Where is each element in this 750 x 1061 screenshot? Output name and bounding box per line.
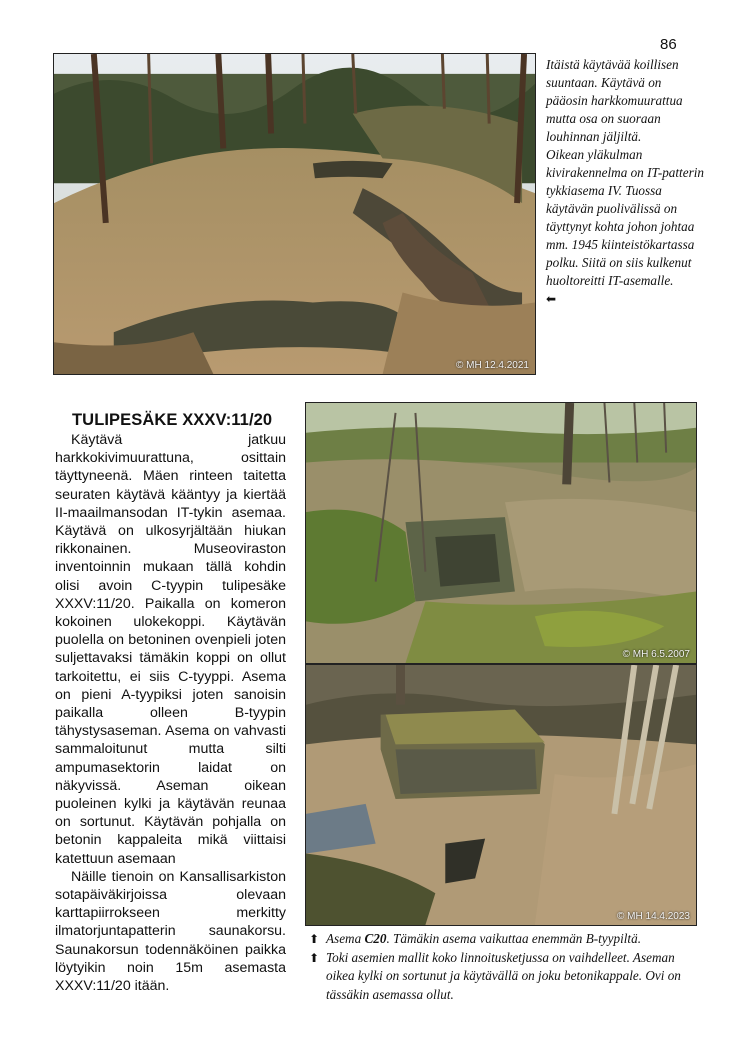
page-number: 86 (660, 36, 677, 53)
bottom-photos-caption (309, 930, 699, 1004)
caption-paragraph: Itäistä käytävää koillisen suuntaan. Käytävä on pääosin harkkomuurattua mutta osa on suoraan louhinnan jäljiltä. (546, 57, 683, 144)
photo-credit: © MH 6.5.2007 (622, 649, 690, 660)
body-text (55, 431, 286, 995)
photo-credit: © MH 14.4.2023 (617, 911, 690, 922)
caption-text: Asema (326, 931, 365, 946)
caption-line (309, 949, 699, 1005)
photo-trench-northeast (53, 53, 536, 375)
position-code: C20 (364, 931, 387, 946)
section-title: TULIPESÄKE XXXV:11/20 (72, 411, 273, 429)
up-arrow-icon: ⬆ (309, 950, 320, 965)
up-arrow-icon: ⬆ (309, 932, 320, 946)
caption-paragraph: Oikean yläkulman kivirakennelma on IT-patterin tykkiasema IV. Tuossa käytävän puolivälissä on täyttynyt kohta johon johtaa mm. 1945 kiinteistökartassa polku. Siitä on siis kulkenut huoltoreitti IT-asemalle. (546, 147, 704, 288)
caption-text: Toki asemien mallit koko linnoitusketjussa on vaihdelleet. Aseman oikea kylki on sortunut ja käytävällä on joku betonikappale. Ovi on tässäkin asemassa ollut. (326, 949, 681, 1002)
body-paragraph: Käytävä jatkuu harkkokivimuurattuna, osittain täyttyneenä. Mäen rinteen taitetta seuraten käytävä kääntyy ja kiertää II-maailmansodan IT-tykin asemaa. Käytävä on ulkosyrjältään hiukan rikkonainen. Museoviraston inventoinnin mukaan tällä kohdin olisi avoin C-tyypin tulipesäke XXXV:11/20. Paikalla on komeron kokoinen ulokekoppi. Käytävän puolella on betoninen ovenpieli joten suljettavaksi tämäkin koppi on ollut tarkoitettu, ei siis C-tyyppi. Asema on pieni A-tyypiksi joten sanoisin paikalla olleen B-tyypin tähystysaseman. Asema on vahvasti sammaloitunut mutta silti ampumasektorin laidat on näkyvissä. Aseman oikean puoleinen kylki ja käytävän reunaa on sortunut. Käytävän pohjalla on betonin kappaleita mikä viittaisi katettuun asemaan (55, 432, 286, 867)
body-paragraph: Näille tienoin on Kansallisarkiston sotapäiväkirjoissa olevaan karttapiirrokseen merkitty ilmatorjuntapatterin saunakorsu. Saunakorsun todennäköinen paikka löytyikin noin 15m asemasta XXXV:11/20 itään. (55, 868, 286, 995)
photo-position-2007 (305, 402, 697, 664)
photo-position-2023 (305, 664, 697, 926)
caption-line (309, 930, 699, 949)
photo-credit: © MH 12.4.2021 (456, 360, 529, 371)
left-arrow-icon: ⬅ (546, 292, 557, 306)
caption-text: . Tämäkin asema vaikuttaa enemmän B-tyypiltä. (386, 931, 641, 946)
top-photo-caption (546, 56, 706, 308)
